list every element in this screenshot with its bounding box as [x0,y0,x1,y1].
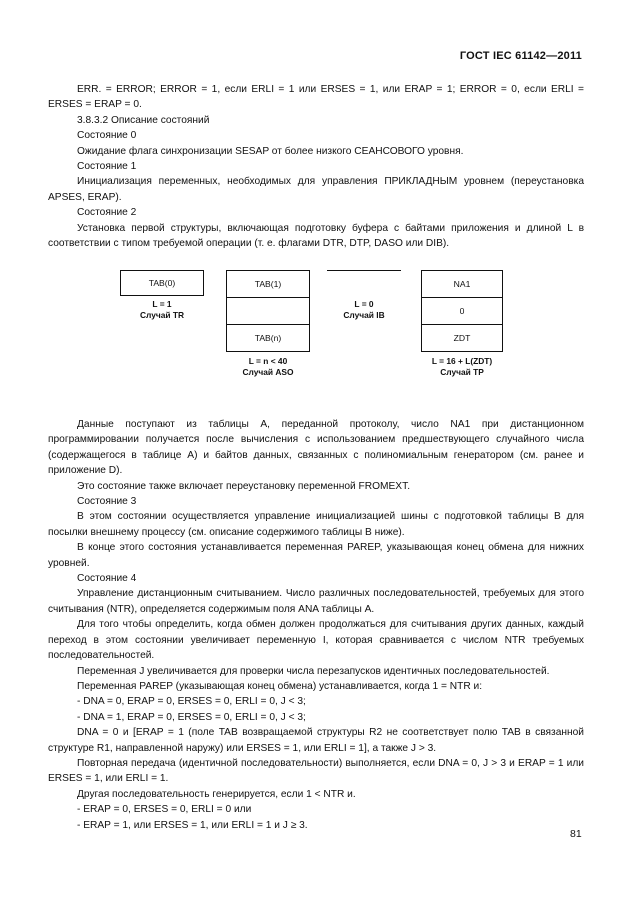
tp-caption [408,356,516,377]
tp-na1-box: NA1 [421,270,503,298]
paragraph: Установка первой структуры, включающая подготовку буфера с байтами приложения и длиной L в соответствии с типом требуемой операции (т. е. флагами DTR, DTP, DASO или DIB). [48,222,584,250]
state-heading: Состояние 2 [77,207,137,219]
aso-tab1-box: TAB(1) [226,270,310,298]
text-block-top [48,82,584,251]
paragraph: ERR. = ERROR; ERROR = 1, если ERLI = 1 или ERSES = 1, или ERAP = 1; ERROR = 0, если ERLI = ERSES = ERAP = 0. [48,84,584,111]
page-number: 81 [570,828,582,840]
paragraph: Управление дистанционным считыванием. Число различных последовательностей, требуемых для этого считывания (NTR), определяется содержимым поля ANA таблицы А. [48,588,584,615]
ib-caption-length: L = 0 [354,299,374,309]
paragraph: Переменная PAREP (указывающая конец обмена) устанавливается, когда 1 = NTR и: [77,680,483,692]
aso-tabn-box: TAB(n) [226,324,310,352]
standard-header: ГОСТ IEC 61142—2011 [459,50,582,62]
paragraph: Это состояние также включает переустановку переменной FROMEXT. [77,480,411,492]
list-item: - DNA = 1, ERAP = 0, ERSES = 0, ERLI = 0, J < 3; [77,711,306,723]
aso-caption-length: L = n < 40 [248,356,288,366]
tr-caption [110,299,214,320]
tr-caption-length: L = 1 [152,299,172,309]
paragraph: В конце этого состояния устанавливается переменная PAREP, указывающая конец обмена для нижних уровней. [48,542,584,569]
state-heading: Состояние 4 [77,573,137,585]
text-block-bottom [48,417,584,833]
paragraph: Для того чтобы определить, когда обмен должен продолжаться для считывания других данных, каждый переход в этом состоянии увеличивает переменную I, которая сравнивается с числом NTR требуемых последовательностей. [48,619,584,662]
state-heading: Состояние 3 [77,496,137,508]
paragraph: Инициализация переменных, необходимых для управления ПРИКЛАДНЫМ уровнем (переустановка APSES, ERAP). [48,176,584,203]
paragraph: В этом состоянии осуществляется управление инициализацией шины с подготовкой таблицы В для посылки внешнему процессу (см. описание содержимого таблицы В ниже). [48,511,584,538]
state-heading: Состояние 1 [77,161,137,173]
tp-caption-length: L = 16 + L(ZDT) [431,356,493,366]
paragraph: Повторная передача (идентичной последовательности) выполняется, если DNA = 0, J > 3 и ERAP = 1 или ERSES = 1, или ERLI = 1. [48,757,584,785]
aso-middle-box [226,297,310,325]
state-heading: Состояние 0 [77,130,137,142]
list-item: - DNA = 0, ERAP = 0, ERSES = 0, ERLI = 0, J < 3; [77,696,306,708]
list-item: - ERAP = 0, ERSES = 0, ERLI = 0 или [77,804,252,816]
aso-caption [216,356,320,377]
tr-caption-case: Случай TR [139,309,185,320]
list-item: - ERAP = 1, или ERSES = 1, или ERLI = 1 и J ≥ 3. [77,819,308,831]
tp-zdt-box: ZDT [421,324,503,352]
paragraph: Другая последовательность генерируется, если 1 < NTR и. [77,788,356,800]
paragraph: DNA = 0 и [ERAP = 1 (поле TAB возвращаемой структуры R2 не соответствует полю TAB в связанной структуре R1, направленной наружу) или ERSES = 1, или ERLI = 1], а также J > 3. [48,727,584,754]
ib-caption [314,299,414,320]
paragraph: Ожидание флага синхронизации SESAP от более низкого СЕАНСОВОГО уровня. [77,145,464,157]
aso-caption-case: Случай ASO [242,366,294,377]
ib-caption-case: Случай IB [343,309,385,320]
tr-tab0-box: TAB(0) [120,270,204,296]
paragraph: Переменная J увеличивается для проверки числа перезапусков идентичных последовательностей. [77,665,550,677]
ib-empty-line [327,270,401,271]
tp-zero-box: 0 [421,297,503,325]
tp-caption-case: Случай TP [440,366,484,377]
section-heading: 3.8.3.2 Описание состояний [77,114,210,126]
paragraph: Данные поступают из таблицы А, переданной протоколу, число NA1 при дистанционном программировании получается после вычисления с использованием предшествующего случайного числа (содержащегося в таблице А) и байтов данных, связанных с полиномиальным генератором (см. ранее и приложение D). [48,419,584,477]
